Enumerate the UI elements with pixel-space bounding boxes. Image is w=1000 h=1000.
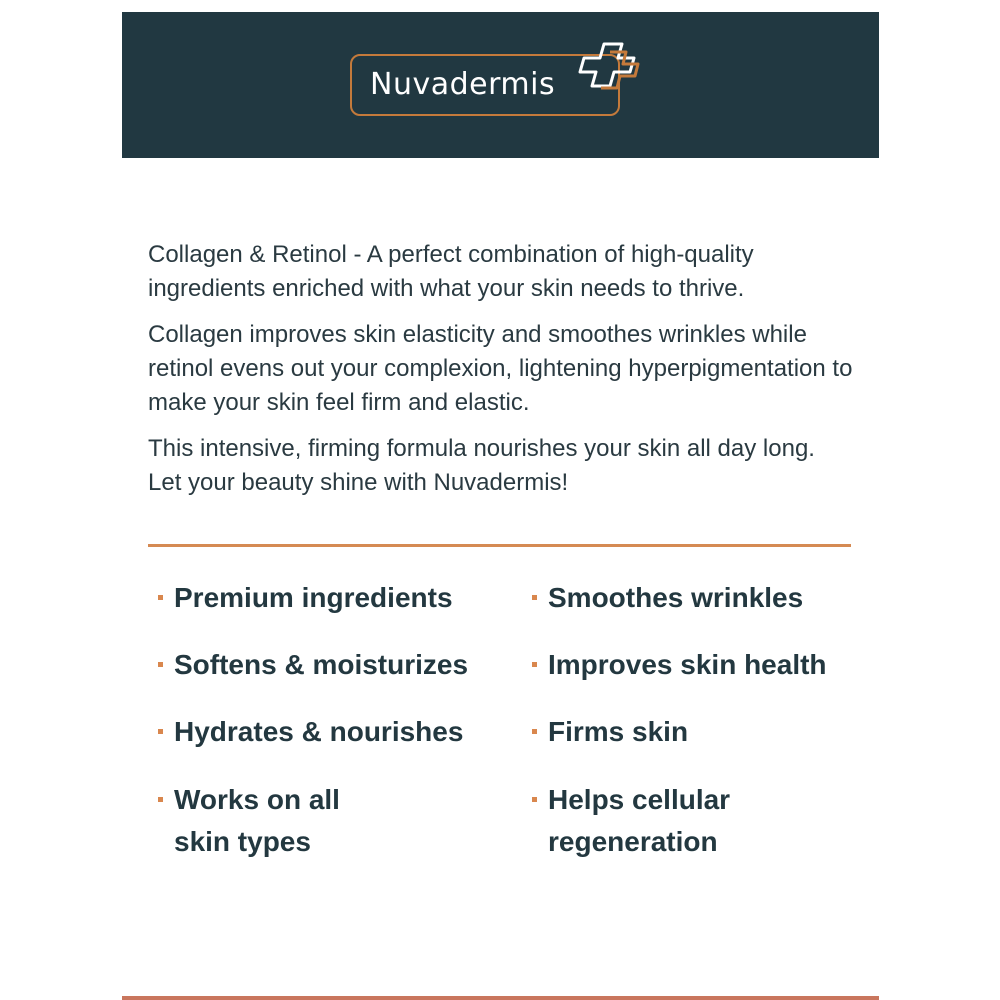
feature-label: Softens & moisturizes: [174, 649, 469, 680]
brand-header: [122, 12, 879, 158]
bullet-marker: [158, 595, 163, 600]
feature-label: Smoothes wrinkles: [548, 582, 804, 613]
bullet-marker: [158, 729, 163, 734]
feature-label: Firms skin: [548, 716, 689, 747]
section-divider: [148, 544, 851, 547]
bullet-marker: [532, 797, 537, 802]
product-info-panel: [122, 12, 879, 1000]
feature-label: Works on all skin types: [174, 784, 340, 857]
bullet-marker: [158, 797, 163, 802]
feature-label: Hydrates & nourishes: [174, 716, 464, 747]
feature-label: Premium ingredients: [174, 582, 453, 613]
bullet-marker: [158, 662, 163, 667]
bottom-border: [122, 996, 879, 1000]
description-paragraph-2: Collagen improves skin elasticity and smoothes wrinkles while retinol evens out your complexion, lightening hyperpigmentation to make your skin feel firm and elastic.: [148, 321, 853, 416]
bullet-marker: [532, 662, 537, 667]
feature-label: Helps cellular regeneration: [548, 784, 731, 857]
product-description: [148, 238, 853, 512]
bullet-marker: [532, 729, 537, 734]
description-paragraph-3: This intensive, firming formula nourishes your skin all day long. Let your beauty shine with Nuvadermis!: [148, 435, 815, 496]
medical-cross-outline-icon: [574, 38, 644, 100]
description-paragraph-1: Collagen & Retinol - A perfect combination of high-quality ingredients enriched with what your skin needs to thrive.: [148, 241, 754, 302]
bullet-marker: [532, 595, 537, 600]
feature-label: Improves skin health: [548, 649, 827, 680]
brand-name: Nuvadermis: [370, 67, 556, 102]
